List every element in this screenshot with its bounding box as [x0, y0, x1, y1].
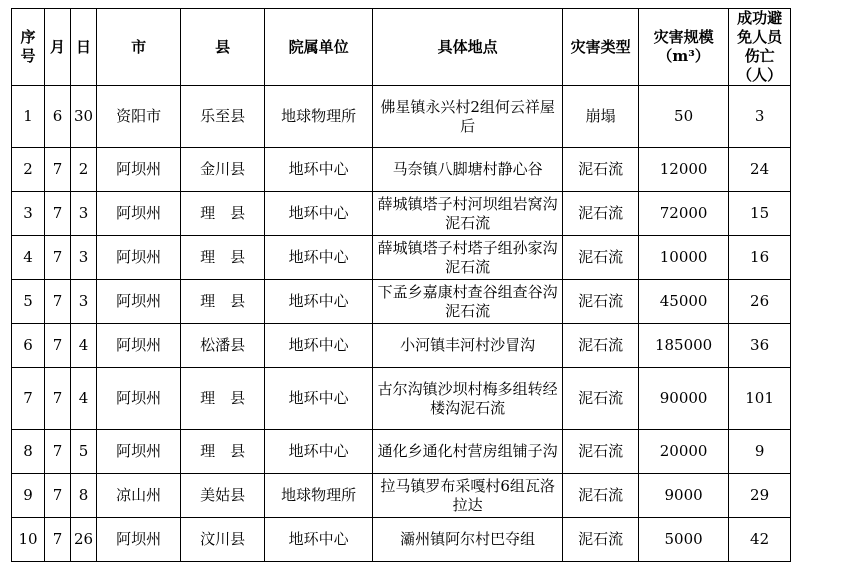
- cell-index: 8: [12, 430, 45, 474]
- table-header-row: [12, 9, 791, 86]
- cell-scale: 10000: [639, 236, 729, 280]
- cell-location: 小河镇丰河村沙冒沟: [373, 324, 563, 368]
- table-row: [12, 324, 791, 368]
- cell-location: 通化乡通化村营房组铺子沟: [373, 430, 563, 474]
- cell-index: 3: [12, 192, 45, 236]
- cell-scale: 45000: [639, 280, 729, 324]
- cell-month: 7: [45, 280, 71, 324]
- cell-month: 7: [45, 192, 71, 236]
- cell-county: 理 县: [181, 192, 265, 236]
- cell-location: 古尔沟镇沙坝村梅多组转经楼沟泥石流: [373, 368, 563, 430]
- cell-saved: 3: [729, 86, 791, 148]
- cell-day: 2: [71, 148, 97, 192]
- cell-city: 阿坝州: [97, 368, 181, 430]
- table-row: [12, 430, 791, 474]
- header-saved: 成功避免人员伤亡（人）: [729, 9, 791, 86]
- cell-day: 30: [71, 86, 97, 148]
- cell-scale: 9000: [639, 474, 729, 518]
- header-county: 县: [181, 9, 265, 86]
- cell-index: 2: [12, 148, 45, 192]
- cell-month: 7: [45, 474, 71, 518]
- cell-unit: 地环中心: [265, 148, 373, 192]
- cell-scale: 90000: [639, 368, 729, 430]
- cell-city: 阿坝州: [97, 430, 181, 474]
- cell-type: 泥石流: [563, 324, 639, 368]
- header-type: 灾害类型: [563, 9, 639, 86]
- cell-scale: 72000: [639, 192, 729, 236]
- cell-day: 3: [71, 236, 97, 280]
- cell-location: 马奈镇八脚塘村静心谷: [373, 148, 563, 192]
- cell-type: 泥石流: [563, 474, 639, 518]
- header-location: 具体地点: [373, 9, 563, 86]
- cell-index: 4: [12, 236, 45, 280]
- cell-unit: 地环中心: [265, 280, 373, 324]
- cell-scale: 5000: [639, 518, 729, 562]
- cell-location: 薛城镇塔子村河坝组岩窝沟泥石流: [373, 192, 563, 236]
- cell-saved: 26: [729, 280, 791, 324]
- table-row: [12, 192, 791, 236]
- cell-day: 8: [71, 474, 97, 518]
- table-row: [12, 368, 791, 430]
- cell-location: 下孟乡嘉康村查谷组查谷沟泥石流: [373, 280, 563, 324]
- cell-city: 阿坝州: [97, 518, 181, 562]
- table-row: [12, 236, 791, 280]
- cell-month: 7: [45, 368, 71, 430]
- cell-month: 6: [45, 86, 71, 148]
- cell-type: 崩塌: [563, 86, 639, 148]
- cell-city: 凉山州: [97, 474, 181, 518]
- cell-unit: 地环中心: [265, 430, 373, 474]
- cell-day: 26: [71, 518, 97, 562]
- cell-type: 泥石流: [563, 518, 639, 562]
- cell-month: 7: [45, 148, 71, 192]
- cell-unit: 地环中心: [265, 324, 373, 368]
- cell-month: 7: [45, 324, 71, 368]
- cell-county: 理 县: [181, 280, 265, 324]
- header-index: 序号: [12, 9, 45, 86]
- header-month: 月: [45, 9, 71, 86]
- cell-location: 薛城镇塔子村塔子组孙家沟泥石流: [373, 236, 563, 280]
- table-body: [12, 86, 791, 562]
- cell-unit: 地球物理所: [265, 474, 373, 518]
- cell-unit: 地球物理所: [265, 86, 373, 148]
- cell-scale: 12000: [639, 148, 729, 192]
- cell-type: 泥石流: [563, 430, 639, 474]
- cell-saved: 29: [729, 474, 791, 518]
- header-scale: 灾害规模（m³）: [639, 9, 729, 86]
- cell-county: 汶川县: [181, 518, 265, 562]
- cell-index: 6: [12, 324, 45, 368]
- disaster-table: [11, 8, 791, 562]
- table-row: [12, 86, 791, 148]
- cell-saved: 9: [729, 430, 791, 474]
- cell-location: 佛星镇永兴村2组何云祥屋后: [373, 86, 563, 148]
- table-row: [12, 474, 791, 518]
- cell-city: 阿坝州: [97, 324, 181, 368]
- header-city: 市: [97, 9, 181, 86]
- cell-county: 理 县: [181, 430, 265, 474]
- cell-day: 3: [71, 280, 97, 324]
- cell-county: 松潘县: [181, 324, 265, 368]
- header-day: 日: [71, 9, 97, 86]
- cell-county: 金川县: [181, 148, 265, 192]
- cell-saved: 101: [729, 368, 791, 430]
- cell-day: 4: [71, 368, 97, 430]
- cell-city: 阿坝州: [97, 280, 181, 324]
- table-row: [12, 148, 791, 192]
- cell-city: 阿坝州: [97, 192, 181, 236]
- cell-index: 1: [12, 86, 45, 148]
- cell-day: 3: [71, 192, 97, 236]
- cell-type: 泥石流: [563, 368, 639, 430]
- cell-saved: 36: [729, 324, 791, 368]
- cell-city: 阿坝州: [97, 148, 181, 192]
- cell-scale: 50: [639, 86, 729, 148]
- cell-type: 泥石流: [563, 192, 639, 236]
- cell-county: 理 县: [181, 368, 265, 430]
- cell-scale: 185000: [639, 324, 729, 368]
- cell-index: 5: [12, 280, 45, 324]
- cell-month: 7: [45, 430, 71, 474]
- cell-unit: 地环中心: [265, 368, 373, 430]
- table-row: [12, 280, 791, 324]
- cell-saved: 24: [729, 148, 791, 192]
- cell-county: 乐至县: [181, 86, 265, 148]
- cell-index: 10: [12, 518, 45, 562]
- cell-index: 9: [12, 474, 45, 518]
- cell-type: 泥石流: [563, 280, 639, 324]
- header-unit: 院属单位: [265, 9, 373, 86]
- cell-scale: 20000: [639, 430, 729, 474]
- cell-unit: 地环中心: [265, 236, 373, 280]
- cell-type: 泥石流: [563, 148, 639, 192]
- cell-saved: 42: [729, 518, 791, 562]
- cell-county: 理 县: [181, 236, 265, 280]
- cell-day: 4: [71, 324, 97, 368]
- cell-index: 7: [12, 368, 45, 430]
- cell-unit: 地环中心: [265, 192, 373, 236]
- cell-location: 拉马镇罗布采嘎村6组瓦洛拉达: [373, 474, 563, 518]
- cell-city: 资阳市: [97, 86, 181, 148]
- cell-day: 5: [71, 430, 97, 474]
- cell-saved: 15: [729, 192, 791, 236]
- cell-month: 7: [45, 518, 71, 562]
- cell-unit: 地环中心: [265, 518, 373, 562]
- cell-month: 7: [45, 236, 71, 280]
- cell-location: 灞州镇阿尔村巴夺组: [373, 518, 563, 562]
- cell-saved: 16: [729, 236, 791, 280]
- cell-type: 泥石流: [563, 236, 639, 280]
- cell-county: 美姑县: [181, 474, 265, 518]
- table-row: [12, 518, 791, 562]
- cell-city: 阿坝州: [97, 236, 181, 280]
